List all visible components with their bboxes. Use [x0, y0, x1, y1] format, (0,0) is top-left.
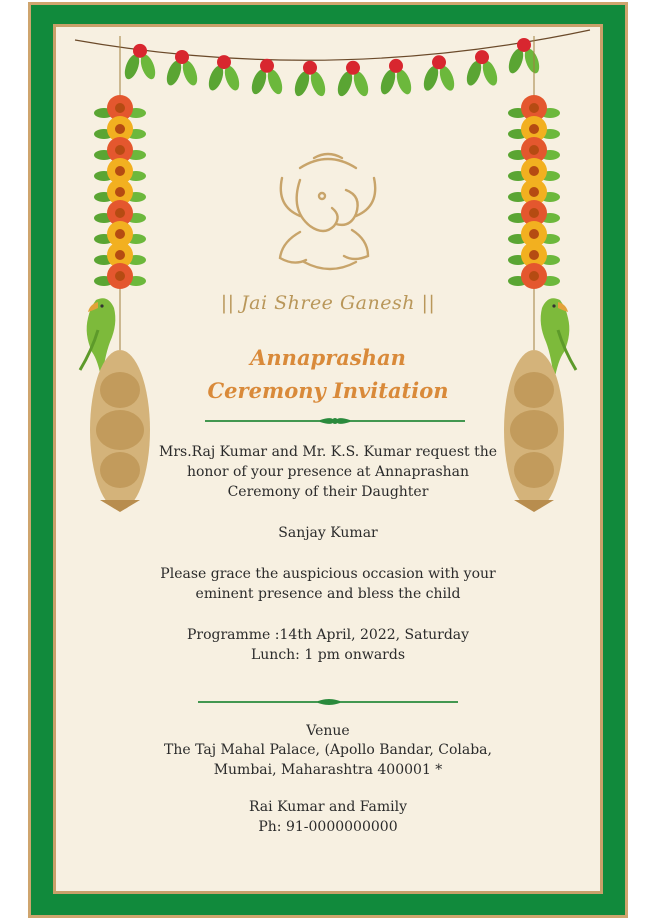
marigold-center: [529, 103, 539, 113]
flower: [432, 55, 446, 69]
divider-bottom: [198, 699, 458, 705]
toran-garland: [122, 38, 542, 98]
flower: [389, 59, 403, 73]
flower: [133, 44, 147, 58]
venue-line-2: Mumbai, Maharashtra 400001 *: [213, 762, 443, 778]
lunch-text: Lunch: 1 pm onwards: [250, 647, 405, 663]
flower: [260, 59, 274, 73]
flower: [475, 50, 489, 64]
marigold-center: [115, 187, 125, 197]
venue-line-1: The Taj Mahal Palace, (Apollo Bandar, Colaba,: [164, 742, 492, 758]
divider-top: [205, 418, 465, 424]
host-phone: Ph: 91-0000000000: [258, 819, 398, 835]
marigold-center: [529, 166, 539, 176]
invitation-line-3: Ceremony of their Daughter: [227, 484, 429, 500]
programme-text: Programme :14th April, 2022, Saturday: [186, 627, 470, 643]
marigold-center: [529, 271, 539, 281]
flower: [517, 38, 531, 52]
marigold-center: [115, 124, 125, 134]
flower: [346, 61, 360, 75]
flower: [217, 55, 231, 69]
host-name: Rai Kumar and Family: [248, 799, 408, 815]
grace-line-2: eminent presence and bless the child: [195, 586, 461, 602]
marigold-center: [529, 250, 539, 260]
ganesha-icon: [280, 154, 375, 269]
marigold-garland-left: [94, 95, 146, 289]
grace-line-1: Please grace the auspicious occasion with your: [160, 566, 496, 582]
marigold-center: [115, 103, 125, 113]
marigold-garland-right: [508, 95, 560, 289]
marigold-center: [115, 208, 125, 218]
invitation-line-2: honor of your presence at Annaprashan: [186, 464, 470, 480]
marigold-center: [115, 145, 125, 155]
marigold-center: [529, 124, 539, 134]
marigold-center: [115, 271, 125, 281]
marigold-center: [115, 166, 125, 176]
title-line-1: Annaprashan: [250, 345, 406, 370]
title-line-2: Ceremony Invitation: [207, 378, 449, 403]
marigold-center: [529, 187, 539, 197]
marigold-center: [115, 229, 125, 239]
flower: [303, 61, 317, 75]
child-name: Sanjay Kumar: [278, 525, 378, 541]
venue-label: Venue: [306, 723, 350, 739]
blessing-text: || Jai Shree Ganesh ||: [220, 292, 436, 314]
marigold-center: [529, 208, 539, 218]
invitation-line-1: Mrs.Raj Kumar and Mr. K.S. Kumar request the: [158, 444, 498, 460]
marigold-center: [115, 250, 125, 260]
marigold-center: [529, 145, 539, 155]
marigold-center: [529, 229, 539, 239]
flower: [175, 50, 189, 64]
